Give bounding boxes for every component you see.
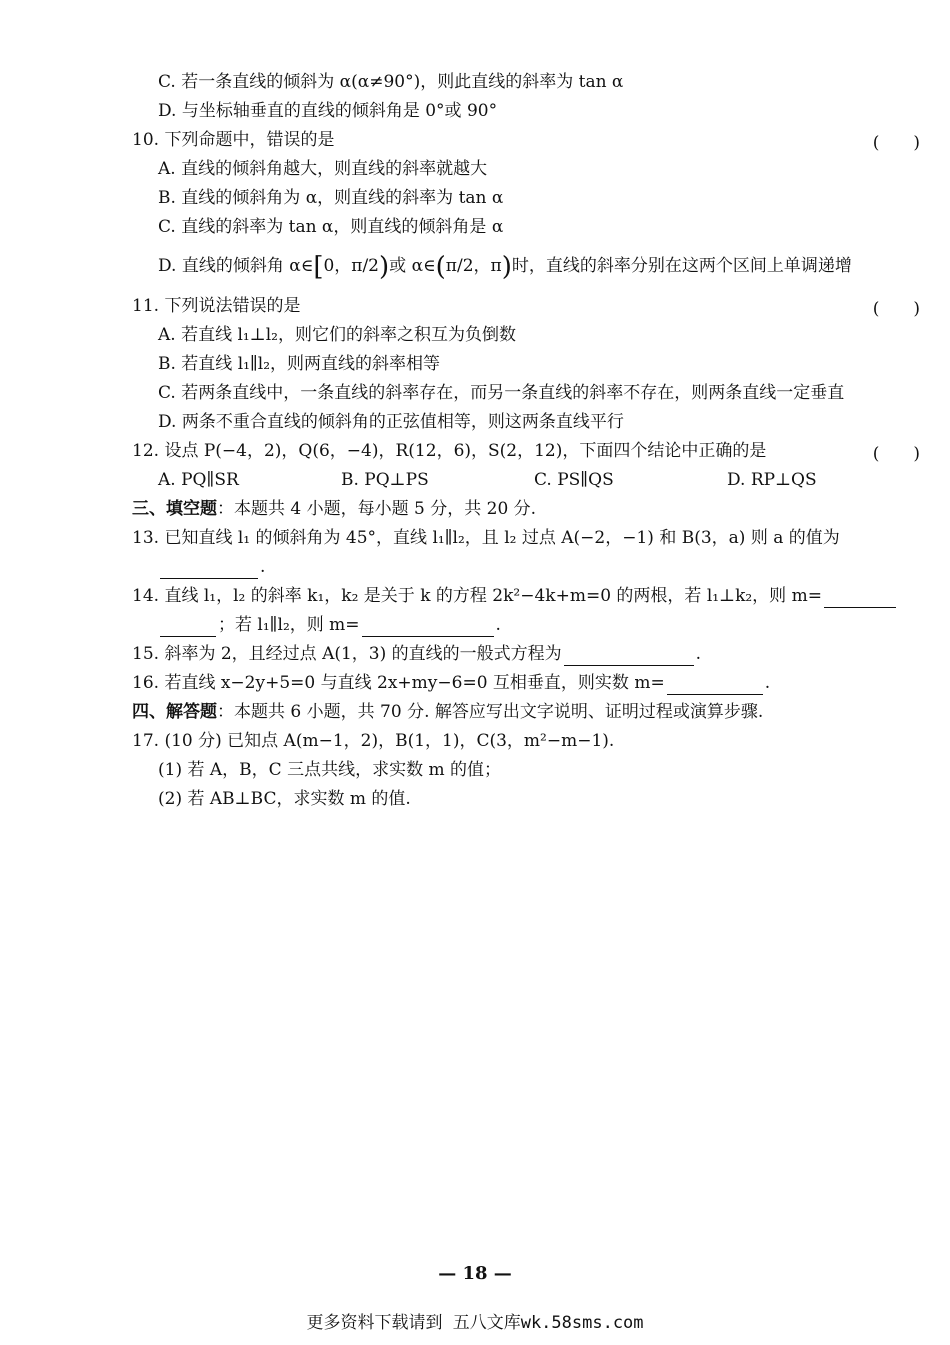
q10d-middle: 或 α∈ xyxy=(389,256,436,276)
section-3-heading xyxy=(132,497,536,521)
q17-stem: 17. (10 分) 已知点 A(m−1，2)，B(1，1)，C(3，m²−m−1). xyxy=(132,731,615,751)
q15-stem xyxy=(132,642,701,666)
q11-option-d: D. 两条不重合直线的倾斜角的正弦值相等，则这两条直线平行 xyxy=(158,412,624,432)
q10-answer-paren: ( ) xyxy=(872,133,920,153)
q9-option-c: C. 若一条直线的倾斜为 α(α≠90°)，则此直线的斜率为 tan α xyxy=(158,72,624,92)
q15-text: 15. 斜率为 2，且经过点 A(1，3) 的直线的一般式方程为 xyxy=(132,644,562,664)
q11-stem: 11. 下列说法错误的是 xyxy=(132,296,301,316)
q16-period: . xyxy=(764,673,771,693)
page-number: — 18 — xyxy=(438,1263,512,1284)
q15-period: . xyxy=(695,644,702,664)
bracket-open-icon: [ xyxy=(313,252,324,282)
q14-blank-1[interactable] xyxy=(824,589,896,608)
q16-stem xyxy=(132,671,770,695)
q12-option-a: A. PQ∥SR xyxy=(158,470,239,490)
q14-stem xyxy=(132,584,898,608)
section-4-heading xyxy=(132,700,763,724)
q16-text: 16. 若直线 x−2y+5=0 与直线 2x+my−6=0 互相垂直，则实数 m= xyxy=(132,673,665,693)
q10d-prefix: D. 直线的倾斜角 α∈ xyxy=(158,256,314,276)
q13-period: . xyxy=(260,557,266,577)
q10-option-d xyxy=(158,252,852,282)
q9-option-d: D. 与坐标轴垂直的直线的倾斜角是 0°或 90° xyxy=(158,101,498,121)
q14-blank-2[interactable] xyxy=(362,618,494,637)
q14-text: 14. 直线 l₁，l₂ 的斜率 k₁，k₂ 是关于 k 的方程 2k²−4k+m=0 的两根，若 l₁⊥k₂，则 m= xyxy=(132,586,822,606)
q10d-suffix: 时，直线的斜率分别在这两个区间上单调递增 xyxy=(511,256,852,276)
q17-part-2: (2) 若 AB⊥BC，求实数 m 的值. xyxy=(158,789,411,809)
q10-option-b: B. 直线的倾斜角为 α，则直线的斜率为 tan α xyxy=(158,188,504,208)
section-4-desc: ：本题共 6 小题，共 70 分. 解答应写出文字说明、证明过程或演算步骤. xyxy=(217,702,764,722)
q14-answer-line xyxy=(158,613,501,637)
paren-close-icon: ) xyxy=(379,252,390,282)
q12-answer-paren: ( ) xyxy=(872,444,920,464)
q12-stem: 12. 设点 P(−4，2)，Q(6，−4)，R(12，6)，S(2，12)，下面四个结论中正确的是 xyxy=(132,441,767,461)
q16-blank[interactable] xyxy=(667,676,763,695)
q14-period: . xyxy=(495,615,501,635)
section-4-title: 四、解答题 xyxy=(132,702,217,722)
q17-part-1: (1) 若 A，B，C 三点共线，求实数 m 的值； xyxy=(158,760,501,780)
q12-option-b: B. PQ⊥PS xyxy=(341,470,429,490)
q14-blank-1-continued[interactable] xyxy=(160,618,216,637)
q15-blank[interactable] xyxy=(564,647,694,666)
q13-stem: 13. 已知直线 l₁ 的倾斜角为 45°，直线 l₁∥l₂，且 l₂ 过点 A(−2，−1) 和 B(3，a) 则 a 的值为 xyxy=(132,528,840,548)
paren-open-icon: ( xyxy=(435,252,446,282)
q12-option-d: D. RP⊥QS xyxy=(727,470,817,490)
q11-answer-paren: ( ) xyxy=(872,299,920,319)
section-3-desc: ：本题共 4 小题，每小题 5 分，共 20 分. xyxy=(217,499,537,519)
q10-stem: 10. 下列命题中，错误的是 xyxy=(132,130,335,150)
footer-download-note: 更多资料下载请到 五八文库wk.58sms.com xyxy=(306,1313,644,1333)
q11-option-b: B. 若直线 l₁∥l₂，则两直线的斜率相等 xyxy=(158,354,441,374)
q13-blank[interactable] xyxy=(160,560,258,579)
q10d-interval-1: 0，π/2 xyxy=(323,256,380,276)
paren-close-icon: ) xyxy=(501,252,512,282)
section-3-title: 三、填空题 xyxy=(132,499,217,519)
q11-option-c: C. 若两条直线中，一条直线的斜率存在，而另一条直线的斜率不存在，则两条直线一定垂直 xyxy=(158,383,845,403)
q10-option-a: A. 直线的倾斜角越大，则直线的斜率就越大 xyxy=(158,159,488,179)
q12-option-c: C. PS∥QS xyxy=(534,470,614,490)
q13-answer-line xyxy=(158,555,265,579)
q11-option-a: A. 若直线 l₁⊥l₂，则它们的斜率之积互为负倒数 xyxy=(158,325,516,345)
q10-option-c: C. 直线的斜率为 tan α，则直线的倾斜角是 α xyxy=(158,217,504,237)
q10d-interval-2: π/2，π xyxy=(445,256,502,276)
q14-middle: ；若 l₁∥l₂，则 m= xyxy=(218,615,360,635)
